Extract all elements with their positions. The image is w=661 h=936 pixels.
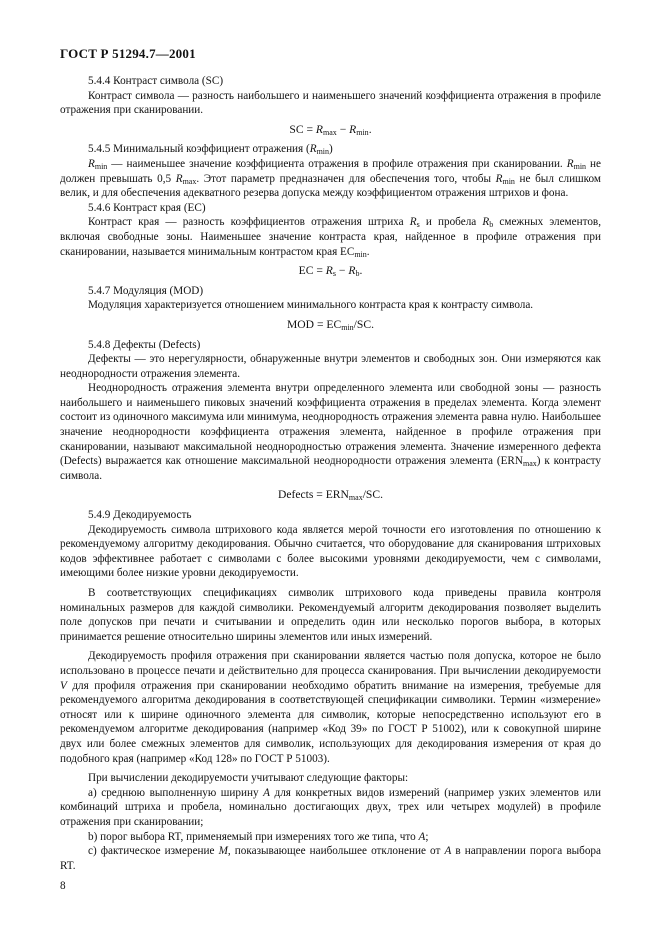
section-text-5-4-4: Контраст символа — разность наибольшего и наименьшего значений коэффициента отражения в профиле отражения при сканировании. [60, 89, 601, 117]
section-heading-5-4-8: 5.4.8 Дефекты (Defects) [88, 338, 201, 351]
list-item-b: b) порог выбора RT, применяемый при измерениях того же типа, что A; [88, 830, 429, 843]
section-text-5-4-9-p1: Декодируемость символа штрихового кода является мерой точности его изготовления по отношению к рекомендуемому алгоритму декодирования. Обычно считается, что оборудование для сканирования штриховых кодов эффективнее работает с символами с более высокими уровнями декодируемости, чем с символами, имеющими более низкие уровни декодируемости. [60, 523, 601, 580]
formula-defects: Defects = $ERN_{max}/SC$. [277, 488, 384, 503]
document-header: ГОСТ Р 51294.7—2001 [60, 46, 196, 61]
section-heading-5-4-7: 5.4.7 Модуляция (MOD) [88, 284, 204, 297]
section-heading-5-4-9: 5.4.9 Декодируемость [88, 509, 192, 522]
document-body [60, 74, 601, 873]
section-text-5-4-9-p4: При вычислении декодируемости учитывают следующие факторы: [88, 772, 409, 785]
section-text-5-4-8-p2: Неоднородность отражения элемента внутри определенного элемента или свободной зоны — разность наибольшего и наименьшего пиковых значений коэффициента отражения в пределах элемента. Когда элемент состоит из одиночного максимума или минимума, неоднородность отражения элемента равна нулю. Наибольшее значение неоднородности коэффициента отражения элемента, найденное в профиле отражения при сканировании, называют максимальной неоднородностью отражения элемента. Значение измеренного дефекта (Defects) выражается как отношение максимальной неоднородности отражения элемента $(ERN_{max})$ к контрасту символа. [60, 382, 602, 482]
page-number: 8 [60, 880, 66, 892]
section-heading-5-4-5: 5.4.5 Минимальный коэффициент отражения $(R_{min})$ [88, 143, 333, 157]
section-heading-5-4-4: 5.4.4 Контраст символа (SC) [88, 75, 224, 87]
section-text-5-4-5: $R_{min}$ — наименьшее значение коэффициента отражения в профиле отражения при сканировании. $R_{min}$ не должен превышать 0,5 $R_{max}$. Этот параметр предназначен для обеспечения того, чтобы $R_{min}$ не был слишком велик, и для обеспечения адекватного резерва допуска между коэффициентом отражения штрихов и фона. [60, 157, 602, 200]
section-text-5-4-6: Контраст края — разность коэффициентов отражения штриха $R_s$ и пробела $R_b$ смежных элементов, включая свободные зоны. Наименьшее значение контраста края, найденное в профиле отражения при сканировании, называется минимальным контрастом края $EC_{min}$. [60, 216, 601, 259]
list-item-c: с) фактическое измерение M, показывающее наибольшее отклонение от A в направлении порога выбора RT. [60, 845, 601, 872]
section-text-5-4-7: Модуляция характеризуется отношением минимального контраста края к контрасту символа. [88, 299, 534, 312]
section-text-5-4-9-p2: В соответствующих спецификациях символик штрихового кода приведены правила контроля номинальных размеров для каждой символики. Рекомендуемый алгоритм декодирования позволяет выделить поле допусков при печати и считывании и определить один или несколько порогов выбора, в которых принимается решение относительно ширины элементов или иных измерений. [60, 587, 601, 643]
formula-sc: SC = $R_{max} - R_{min}$. [289, 122, 372, 137]
section-text-5-4-9-p3: Декодируемость профиля отражения при сканировании является частью поля допуска, которое не было использовано в процессе печати и действительно для процесса сканирования. При вычислении декодируемости V для профиля отражения при сканировании необходимо обратить внимание на измерения, требуемые для рекомендуемого алгоритма декодирования в соответствующей спецификации символики. Термин «измерение» относят или к ширине одиночного элемента для символик, которые непосредственно используют его в рекомендуемом алгоритме декодирования (например «Код 39» по ГОСТ Р 51002), или к совокупной ширине двух или более смежных элементов для символик, использующих для декодирования измерения от края до подобного края (например «Код 128» по ГОСТ Р 51003). [60, 650, 601, 765]
list-item-a: а) среднюю выполненную ширину A для конкретных видов измерений (например узких элементов или комбинаций штриха и пробела, номинально достигающих двух, трех или четырех модулей) в профиле отражения при сканировании; [60, 786, 601, 828]
section-heading-5-4-6: 5.4.6 Контраст края (EC) [88, 201, 206, 214]
formula-mod: MOD = $EC_{min}/SC$. [287, 317, 374, 332]
formula-ec: EC = $R_s - R_b$. [298, 264, 363, 279]
section-text-5-4-8-p1: Дефекты — это нерегулярности, обнаруженные внутри элементов и свободных зон. Они измеряются как неоднородности отражения элемента. [60, 353, 601, 380]
